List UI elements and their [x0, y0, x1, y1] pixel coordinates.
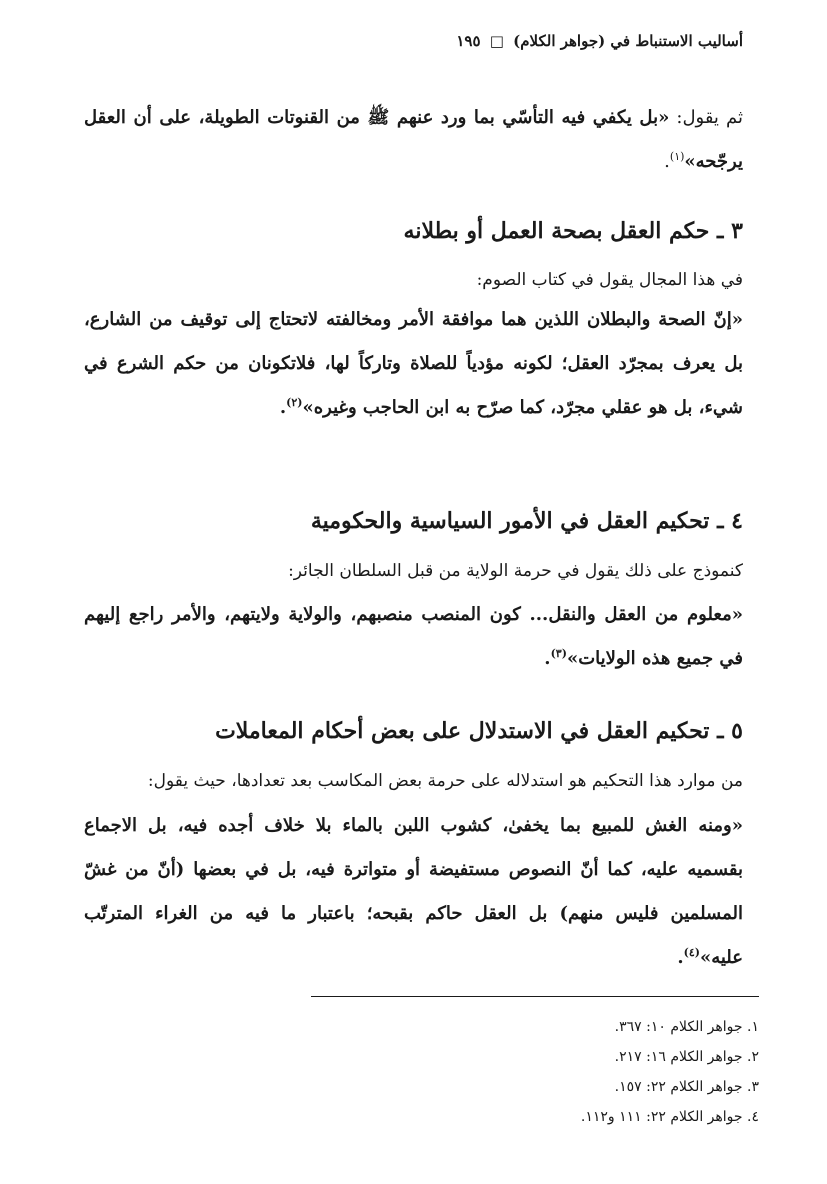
section-heading-4: ٤ ـ تحكيم العقل في الأمور السياسية والحكومية: [310, 508, 743, 534]
footnote-3: ٣. جواهر الكلام ٢٢: ١٥٧.: [614, 1079, 759, 1095]
section-lead-3: في هذا المجال يقول في كتاب الصوم:: [476, 270, 743, 290]
separator-symbol: □: [489, 32, 504, 50]
footnote-ref-4: (٤): [683, 946, 700, 959]
footnote-4: ٤. جواهر الكلام ٢٢: ١١١ و١١٢.: [580, 1109, 759, 1125]
section-lead-5: من موارد هذا التحكيم هو استدلاله على حرمة بعض المكاسب بعد تعدادها، حيث يقول:: [147, 771, 743, 791]
section-heading-3: ٣ ـ حكم العقل بصحة العمل أو بطلانه: [403, 218, 743, 244]
quote-text-3: «إنّ الصحة والبطلان اللذين هما موافقة الأمر ومخالفته لاتحتاج إلى توقيف من الشارع، بل يعرف بمجرّد العقل؛ لكونه مؤدياً للصلاة وتاركاً لها، فلاتكونان من حكم الشرع في شيء، بل هو عقلي مجرّد، كما صرّح به ابن الحاجب وغيره»: [84, 309, 743, 418]
footnote-ref-2: (٢): [286, 396, 303, 409]
quote-text-5: «ومنه الغش للمبيع بما يخفىٰ، كشوب اللبن بالماء بلا خلاف أجده فيه، بل الاجماع بقسميه عليه، كما أنّ النصوص مستفيضة أو متواترة فيه، بل في بعضها (أنّ من غشّ المسلمين فليس منهم) بل العقل حاكم بقبحه؛ باعتبار ما فيه من الغراء المترتّب عليه»: [84, 815, 743, 968]
section-quote-4: «معلوم من العقل والنقل... كون المنصب منصبهم، والولاية ولايتهم، والأمر راجع إليهم في جميع هذه الولايات»$^{(٣)}$.: [84, 604, 743, 669]
quote-text-4: «معلوم من العقل والنقل... كون المنصب منصبهم، والولاية ولايتهم، والأمر راجع إليهم في جميع هذه الولايات»: [84, 604, 743, 669]
footnote-divider: [311, 996, 759, 997]
section-quote-5: «ومنه الغش للمبيع بما يخفىٰ، كشوب اللبن بالماء بلا خلاف أجده فيه، بل الاجماع بقسميه عليه، كما أنّ النصوص مستفيضة أو متواترة فيه، بل في بعضها (أنّ من غشّ المسلمين فليس منهم) بل العقل حاكم بقبحه؛ باعتبار ما فيه من الغراء المترتّب عليه»$^{(٤)}$.: [84, 815, 743, 968]
footnote-ref-3: (٣): [550, 647, 567, 660]
footnotes: [311, 1012, 759, 1132]
section-quote-3: «إنّ الصحة والبطلان اللذين هما موافقة الأمر ومخالفته لاتحتاج إلى توقيف من الشارع، بل يعرف بمجرّد العقل؛ لكونه مؤدياً للصلاة وتاركاً لها، فلاتكونان من حكم الشرع في شيء، بل هو عقلي مجرّد، كما صرّح به ابن الحاجب وغيره»$^{(٢)}$.: [84, 309, 743, 418]
header-title: أساليب الاستنباط في (جواهر الكلام): [513, 32, 743, 50]
intro-quote: «بل يكفي فيه التأسّي بما ورد عنهم ﷺ من القنوتات الطويلة، على أن العقل يرجّحه»: [84, 107, 743, 172]
page-number: ١٩٥: [456, 32, 481, 50]
intro-paragraph: ثم يقول: «بل يكفي فيه التأسّي بما ورد عنهم ﷺ من القنوتات الطويلة، على أن العقل يرجّحه»$^{(١)}$.: [84, 107, 743, 172]
section-heading-5: ٥ ـ تحكيم العقل في الاستدلال على بعض أحكام المعاملات: [215, 718, 743, 744]
footnote-2: ٢. جواهر الكلام ١٦: ٢١٧.: [614, 1049, 759, 1065]
footnote-ref-1: (١): [669, 150, 685, 163]
intro-lead: ثم يقول:: [669, 107, 743, 128]
footnote-1: ١. جواهر الكلام ١٠: ٣٦٧.: [614, 1019, 759, 1035]
running-header: [84, 32, 743, 50]
section-lead-4: كنموذج على ذلك يقول في حرمة الولاية من قبل السلطان الجائر:: [288, 561, 743, 581]
